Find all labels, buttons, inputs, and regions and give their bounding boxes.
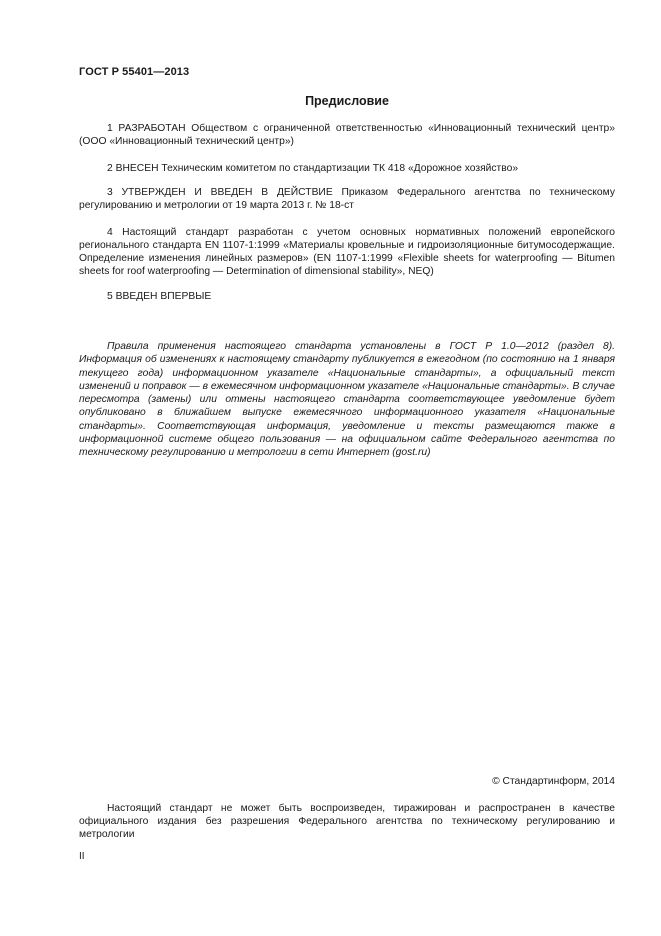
page-title: Предисловие [305, 94, 389, 108]
paragraph-2: 2 ВНЕСЕН Техническим комитетом по стандартизации ТК 418 «Дорожное хозяйство» [107, 163, 519, 174]
paragraph-3: 3 УТВЕРЖДЕН И ВВЕДЕН В ДЕЙСТВИЕ Приказом Федерального агентства по техническому регулированию и метрологии от 19 марта 2013 г. № 18-ст [79, 187, 615, 211]
copyright: © Стандартинформ, 2014 [492, 776, 615, 787]
paragraph-1: 1 РАЗРАБОТАН Обществом с ограниченной ответственностью «Инновационный технический центр» (ООО «Инновационный технический центр») [79, 123, 615, 147]
rules-notice: Правила применения настоящего стандарта установлены в ГОСТ Р 1.0—2012 (раздел 8). Информация об изменениях к настоящему стандарту публикуется в ежегодном (по состоянию на 1 января текущего года) информационном указателе «Национальные стандарты», а официальный текст изменений и поправок — в ежемесячном информационном указателе «Национальные стандарты». В случае пересмотра (замены) или отмены настоящего стандарта соответствующее уведомление будет опубликовано в ближайшем выпуске ежемесячного информационного указателя «Национальные стандарты». Соответствующая информация, уведомление и тексты размещаются также в информационной системе общего пользования — на официальном сайте Федерального агентства по техническому регулированию и метрологии в сети Интернет (gost.ru) [79, 341, 615, 459]
page-number: II [79, 851, 85, 862]
paragraph-4: 4 Настоящий стандарт разработан с учетом основных нормативных положений европейского регионального стандарта EN 1107-1:1999 «Материалы кровельные и гидроизоляционные битумосодержащие. Определение изменения линейных размеров» (EN 1107-1:1999 «Flexible sheets for waterproofing — Bitumen sheets for roof waterproofing — Determination of dimensional stability», NEQ) [79, 227, 615, 277]
standard-code: ГОСТ Р 55401—2013 [79, 66, 190, 78]
reproduction-notice: Настоящий стандарт не может быть воспроизведен, тиражирован и распространен в качестве официального издания без разрешения Федерального агентства по техническому регулированию и метрологии [79, 803, 615, 840]
paragraph-5: 5 ВВЕДЕН ВПЕРВЫЕ [107, 291, 212, 302]
